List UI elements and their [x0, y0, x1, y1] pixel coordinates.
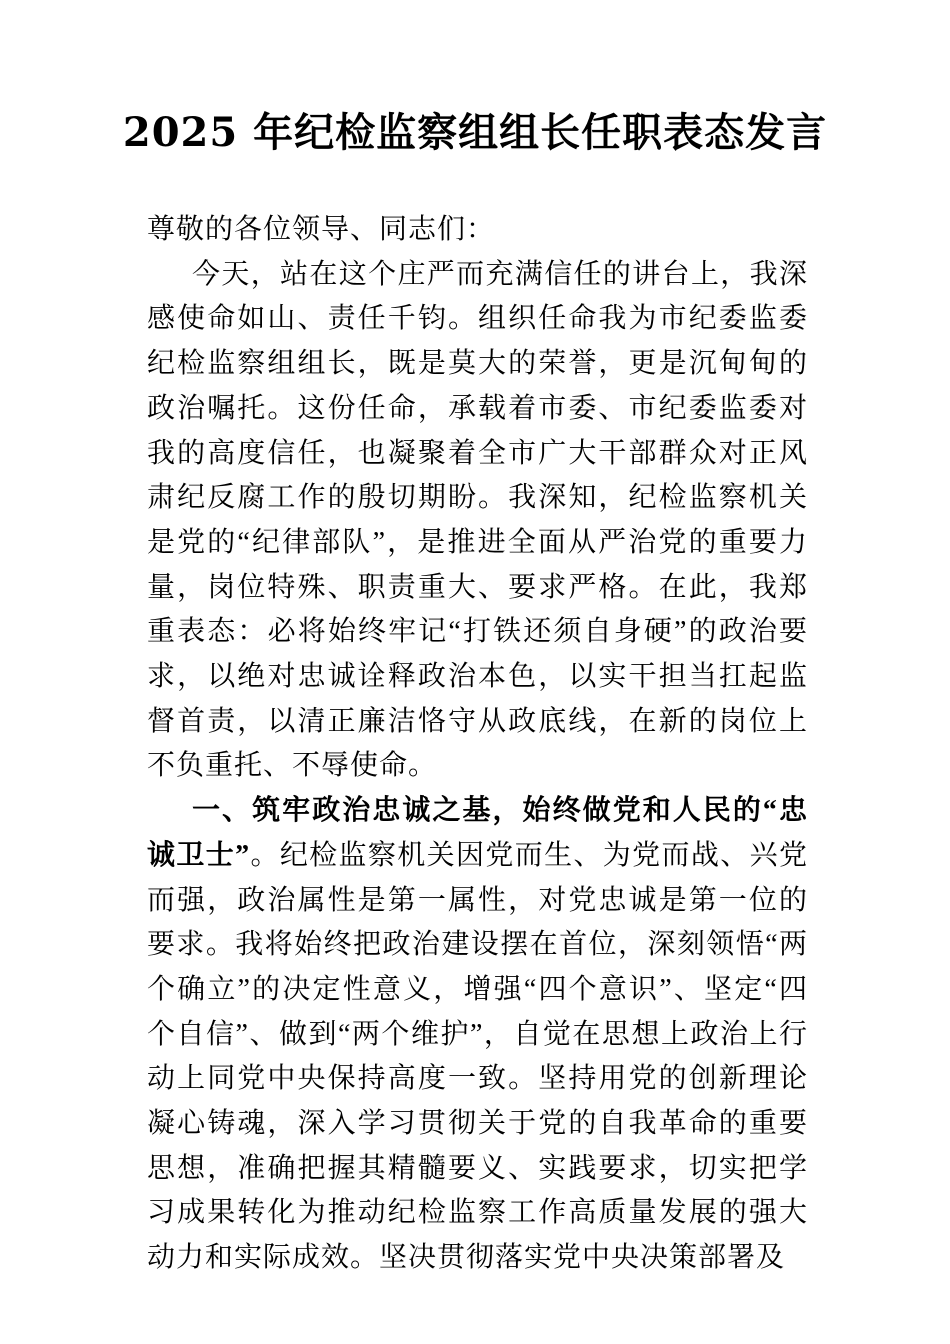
section-1-paragraph — [147, 789, 808, 1281]
salutation-line: 尊敬的各位领导、同志们： — [147, 214, 496, 245]
document-title: 2025 年纪检监察组组长任职表态发言 — [122, 109, 828, 156]
section-1-body-text: 。纪检监察机关因党而生、为党而战、兴党而强，政治属性是第一属性，对党忠诚是第一位的要求。我将始终把政治建设摆在首位，深刻领悟“两个确立”的决定性意义，增强“四个意识”、坚定“四个自信”、做到“两个维护”，自觉在思想上政治上行动上同党中央保持高度一致。坚持用党的创新理论凝心铸魂，深入学习贯彻关于党的自我革命的重要思想，准确把握其精髓要义、实践要求，切实把学习成果转化为推动纪检监察工作高质量发展的强大动力和实际成效。坚决贯彻落实党中央决策部署及 — [147, 839, 808, 1274]
opening-paragraph: 今天，站在这个庄严而充满信任的讲台上，我深感使命如山、责任千钧。组织任命我为市纪委监委纪检监察组组长，既是莫大的荣誉，更是沉甸甸的政治嘱托。这份任命，承载着市委、市纪委监委对我的高度信任，也凝聚着全市广大干部群众对正风肃纪反腐工作的殷切期盼。我深知，纪检监察机关是党的“纪律部队”，是推进全面从严治党的重要力量，岗位特殊、职责重大、要求严格。在此，我郑重表态：必将始终牢记“打铁还须自身硬”的政治要求，以绝对忠诚诠释政治本色，以实干担当扛起监督首责，以清正廉洁恪守从政底线，在新的岗位上不负重托、不辱使命。 — [147, 258, 808, 782]
document-body — [147, 208, 808, 1281]
section-1-heading: 一、筑牢政治忠诚之基，始终做党和人民的“忠诚卫士” — [147, 795, 808, 871]
